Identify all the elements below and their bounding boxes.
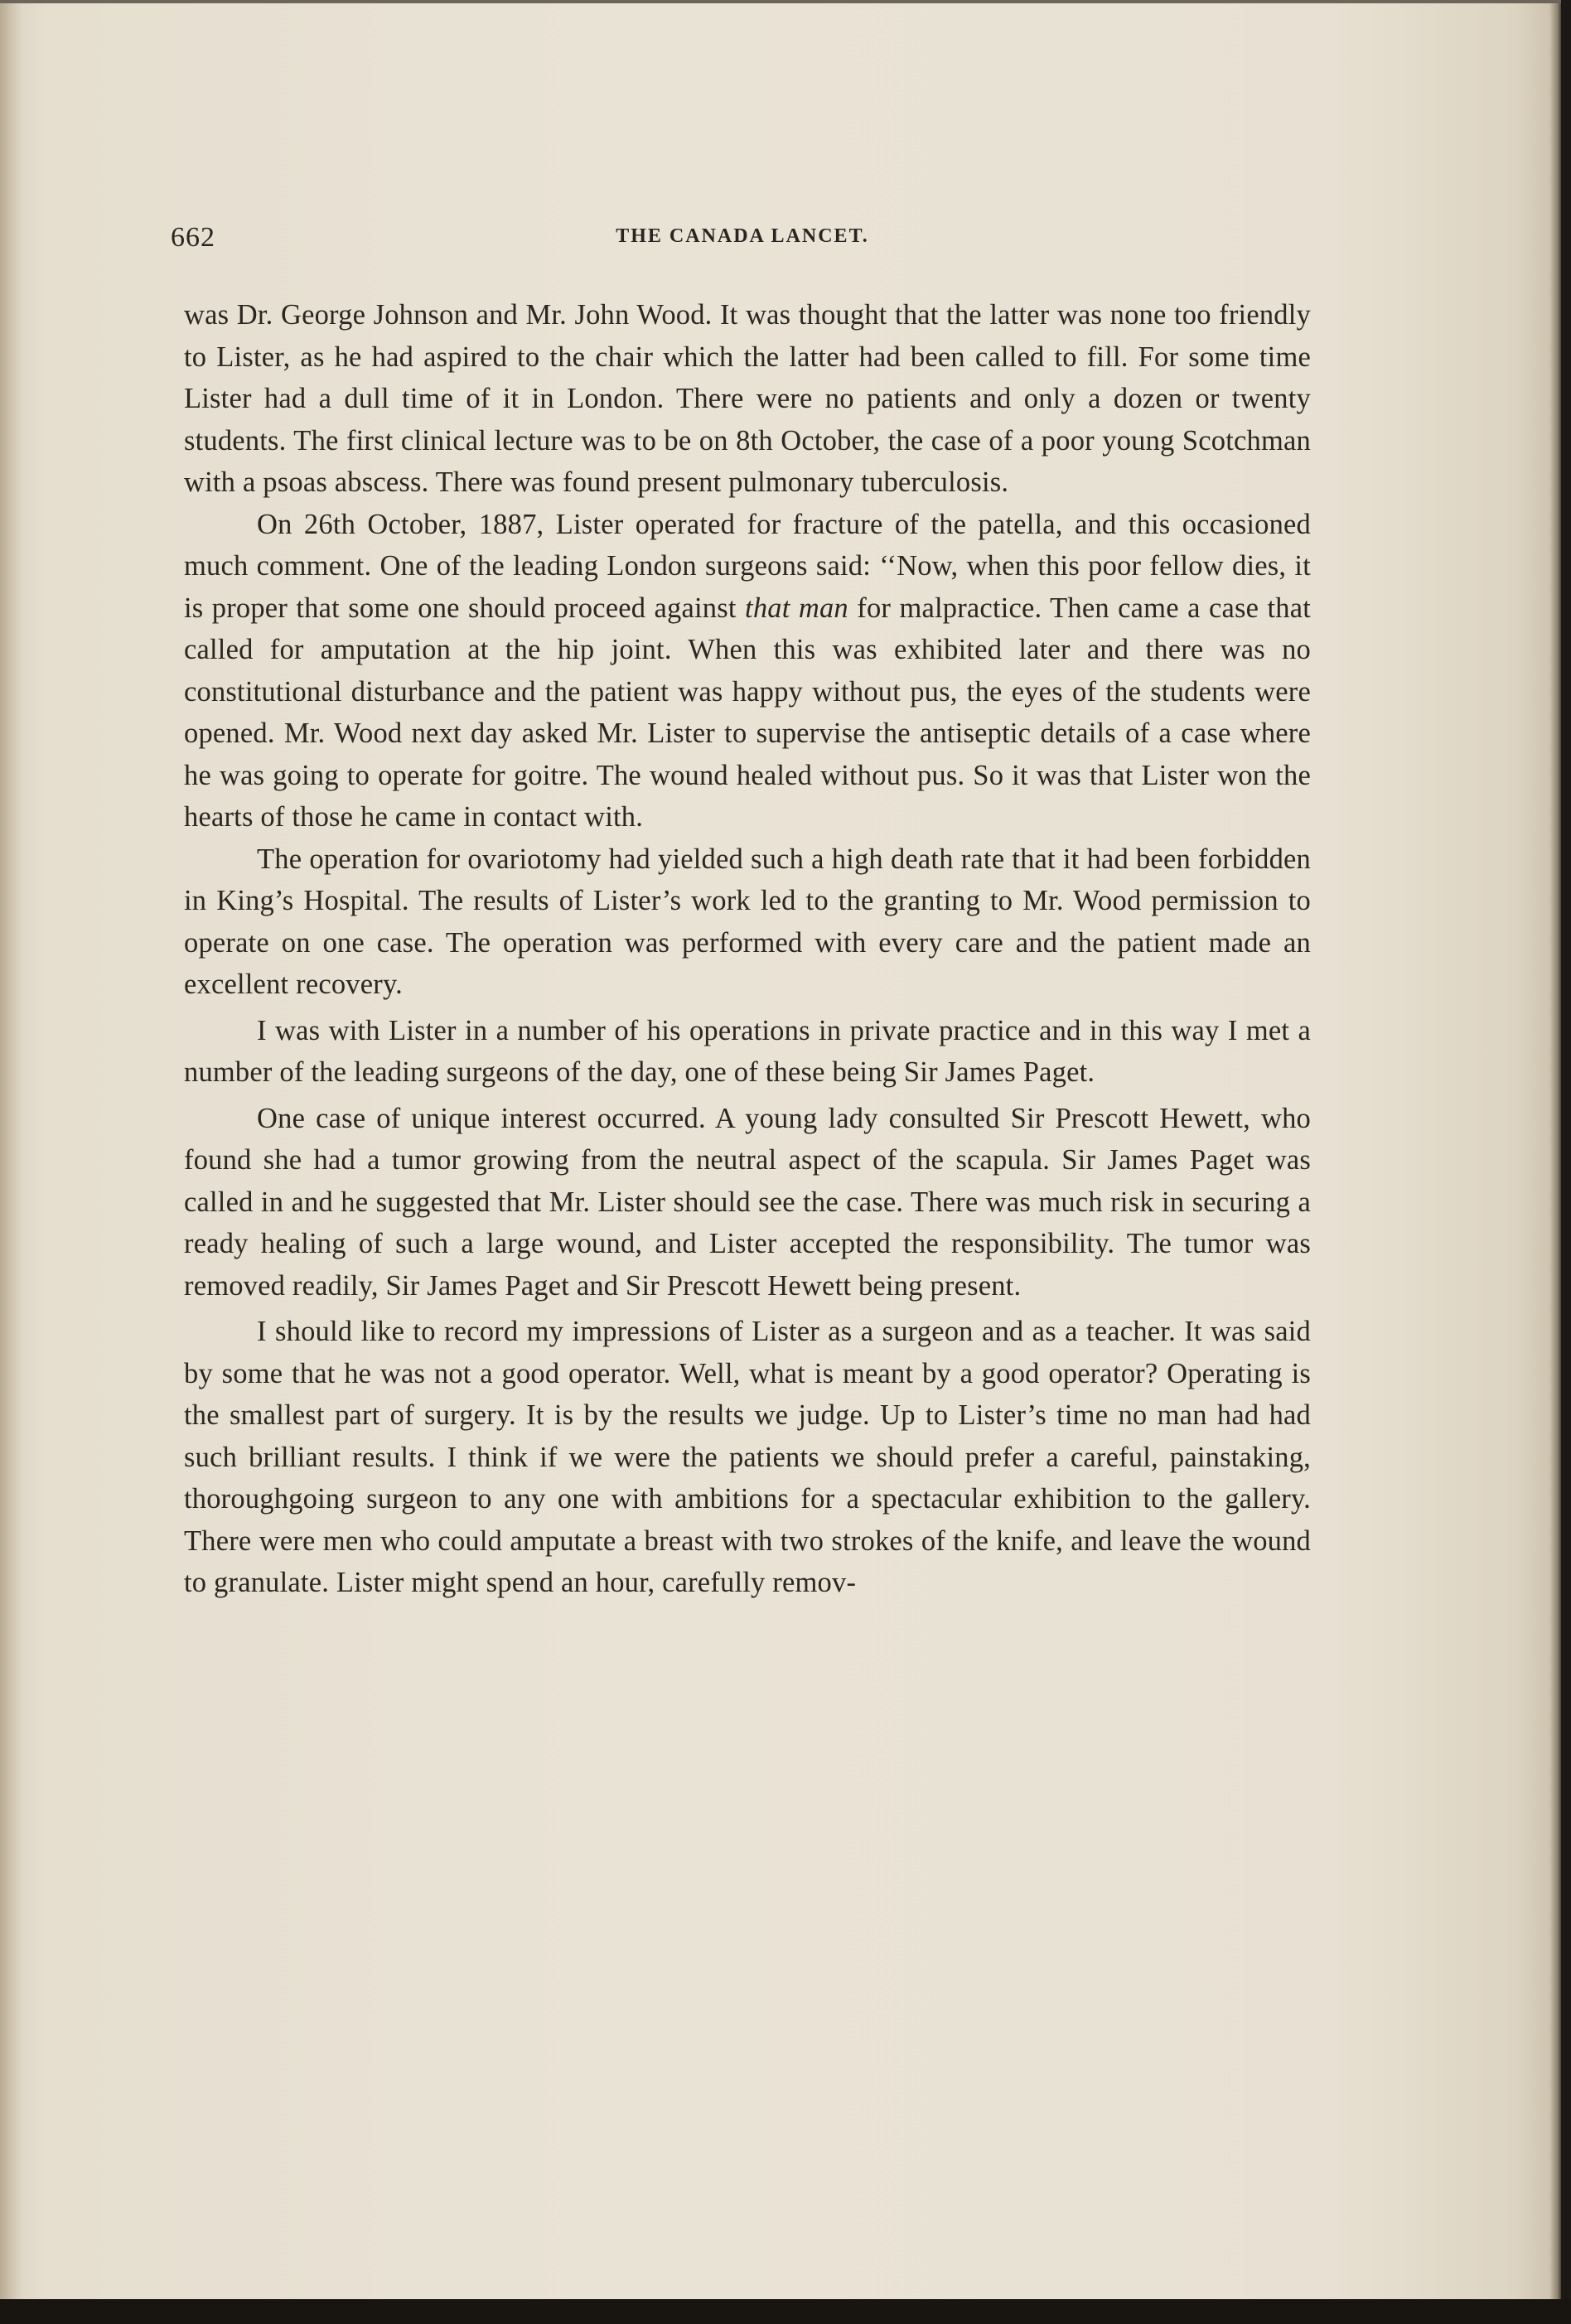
article-body <box>184 294 1311 1604</box>
page-gutter-shadow <box>0 0 22 2299</box>
paragraph-3: The operation for ovariotomy had yielded such a high death rate that it had been forbidden in King’s Hospital. The results of Lister’s work led to the granting to Mr. Wood permission to operate on one case. The operation was performed with every care and the patient made an excellent recovery. <box>184 843 1311 1000</box>
running-head <box>171 222 1314 255</box>
journal-title: THE CANADA LANCET. <box>616 225 869 247</box>
paragraph-2-emphasis: that man <box>745 592 848 624</box>
paragraph-2-part-2: for malpractice. Then came a case that called for amputation at the hip joint. When this was exhibited later and there was no constitutional disturbance and the patient was happy without pus, the eyes of the students were opened. Mr. Wood next day asked Mr. Lister to supervise the antiseptic details of a case where he was going to operate for goitre. The wound healed without pus. So it was that Lister won the hearts of those he came in contact with. <box>184 592 1312 833</box>
page-number: 662 <box>171 222 215 253</box>
scan-background <box>0 2299 1571 2324</box>
paragraph-1: was Dr. George Johnson and Mr. John Wood. It was thought that the latter was none too friendly to Lister, as he had aspired to the chair which the latter had been called to fill. For some time Lister had a dull time of it in London. There were no patients and only a dozen or twenty students. The first clinical lecture was to be on 8th October, the case of a poor young Scotchman with a psoas abscess. There was found present pulmonary tuberculosis. <box>184 299 1311 498</box>
paragraph-2 <box>184 504 1311 838</box>
paragraph-6: I should like to record my impressions of Lister as a surgeon and as a teacher. It was said by some that he was not a good operator. Well, what is meant by a good operator? Operating is the smallest part of surgery. It is by the results we judge. Up to Lister’s time no man had had such brilliant results. I think if we were the patients we should prefer a careful, painstaking, thoroughgoing surgeon to any one with ambitions for a spectacular exhibition to the gallery. There were men who could amputate a breast with two strokes of the knife, and leave the wound to granulate. Lister might spend an hour, carefully remov- <box>184 1316 1311 1598</box>
paragraph-5: One case of unique interest occurred. A young lady consulted Sir Prescott Hewett, who found she had a tumor growing from the neutral aspect of the scapula. Sir James Paget was called in and he suggested that Mr. Lister should see the case. There was much risk in securing a ready healing of such a large wound, and Lister accepted the responsibility. The tumor was removed readily, Sir James Paget and Sir Prescott Hewett being present. <box>184 1102 1311 1302</box>
page-top-edge <box>0 0 1561 3</box>
paragraph-2-part-1: On 26th October, 1887, Lister operated for fracture of the patella, and this occasioned much comment. One of the leading London surgeons said: ‘‘Now, when this poor fellow dies, it is proper that some one should proceed against <box>184 508 1311 624</box>
page-fore-edge-shadow <box>1549 0 1561 2299</box>
paragraph-4: I was with Lister in a number of his operations in private practice and in this way I met a number of the leading surgeons of the day, one of these being Sir James Paget. <box>184 1014 1311 1088</box>
